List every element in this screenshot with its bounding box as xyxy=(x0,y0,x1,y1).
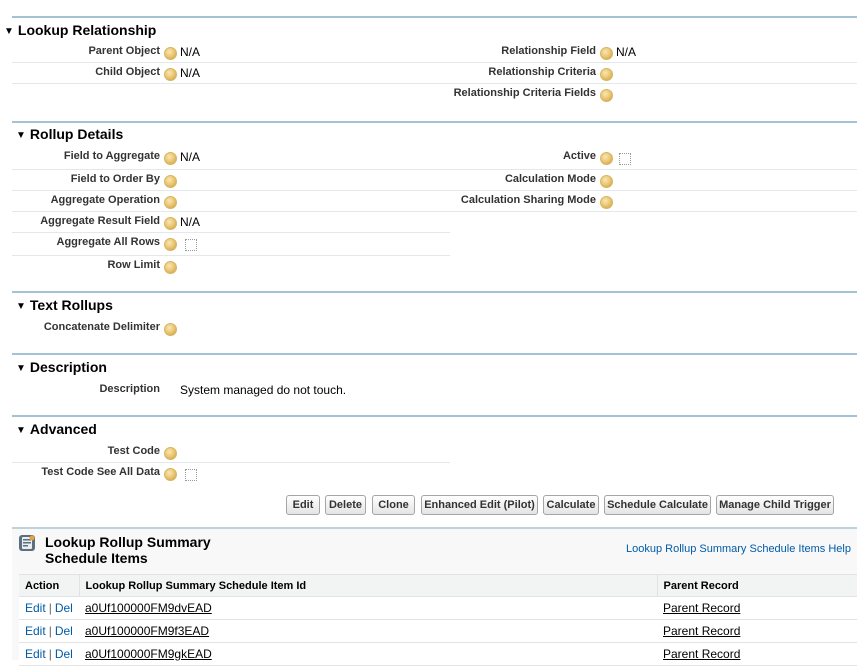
section-title: Lookup Relationship xyxy=(17,22,157,38)
column-header-item-id[interactable]: Lookup Rollup Summary Schedule Item Id xyxy=(79,575,657,597)
collapse-triangle-icon[interactable]: ▼ xyxy=(4,26,14,37)
action-separator: | xyxy=(48,647,52,661)
field-value: N/A xyxy=(180,215,201,229)
help-icon[interactable] xyxy=(600,89,613,102)
field-label: Calculation Mode xyxy=(504,173,596,185)
row-del-link[interactable]: Del xyxy=(54,647,73,661)
field-value: N/A xyxy=(180,150,201,164)
item-id-link[interactable]: a0Uf100000FM9gkEAD xyxy=(85,647,212,661)
related-list-title: Lookup Rollup Summary Schedule Items xyxy=(45,534,211,566)
help-icon[interactable] xyxy=(164,217,177,230)
row-del-link[interactable]: Del xyxy=(54,601,73,615)
delete-button[interactable]: Delete xyxy=(325,495,366,515)
field-label: Field to Order By xyxy=(70,173,160,185)
field-label: Aggregate Operation xyxy=(50,194,160,206)
active-checkbox xyxy=(619,153,631,165)
help-icon[interactable] xyxy=(600,152,613,165)
collapse-triangle-icon[interactable]: ▼ xyxy=(16,130,26,141)
field-row-aggregate-result-field xyxy=(12,212,450,233)
field-label: Field to Aggregate xyxy=(63,150,160,162)
help-icon[interactable] xyxy=(600,68,613,81)
section-header-text-rollups[interactable] xyxy=(16,297,113,313)
help-icon[interactable] xyxy=(164,323,177,336)
field-row-row-limit xyxy=(12,256,450,277)
collapse-triangle-icon[interactable]: ▼ xyxy=(16,425,26,436)
parent-record-link[interactable]: Parent Record xyxy=(663,647,741,661)
field-row-child-object xyxy=(12,63,450,84)
help-icon[interactable] xyxy=(164,68,177,81)
field-value: N/A xyxy=(616,45,637,59)
field-row-active xyxy=(450,147,857,170)
row-edit-link[interactable]: Edit xyxy=(25,647,46,661)
help-icon[interactable] xyxy=(164,175,177,188)
aggregate-all-rows-checkbox xyxy=(185,239,197,251)
row-edit-link[interactable]: Edit xyxy=(25,624,46,638)
action-cell xyxy=(19,597,79,620)
field-label: Row Limit xyxy=(107,259,160,271)
section-divider xyxy=(12,121,857,123)
enhanced-edit-button[interactable]: Enhanced Edit (Pilot) xyxy=(421,495,538,515)
row-del-link[interactable]: Del xyxy=(54,624,73,638)
field-row-test-code xyxy=(12,442,450,463)
help-icon[interactable] xyxy=(600,47,613,60)
clone-button[interactable]: Clone xyxy=(372,495,415,515)
field-row-test-code-see-all-data xyxy=(12,463,450,484)
field-row-relationship-criteria-fields xyxy=(450,84,857,105)
edit-button[interactable]: Edit xyxy=(286,495,320,515)
section-title: Rollup Details xyxy=(29,126,124,142)
action-separator: | xyxy=(48,601,52,615)
table-row xyxy=(19,620,857,643)
section-header-lookup-relationship[interactable] xyxy=(4,22,156,38)
parent-record-link[interactable]: Parent Record xyxy=(663,601,741,615)
action-cell xyxy=(19,643,79,666)
collapse-triangle-icon[interactable]: ▼ xyxy=(16,363,26,374)
related-list-schedule-items xyxy=(12,527,857,660)
table-row xyxy=(19,643,857,666)
column-header-parent-record[interactable]: Parent Record xyxy=(657,575,857,597)
manage-child-trigger-button[interactable]: Manage Child Trigger xyxy=(716,495,834,515)
help-icon[interactable] xyxy=(600,175,613,188)
field-label: Relationship Criteria xyxy=(488,66,596,78)
field-label: Concatenate Delimiter xyxy=(43,321,160,333)
column-header-action: Action xyxy=(19,575,79,597)
field-row-concatenate-delimiter xyxy=(12,318,450,339)
schedule-calculate-button[interactable]: Schedule Calculate xyxy=(604,495,711,515)
row-edit-link[interactable]: Edit xyxy=(25,601,46,615)
field-label: Relationship Criteria Fields xyxy=(453,87,596,99)
related-list-help-link[interactable]: Lookup Rollup Summary Schedule Items Help xyxy=(625,543,851,555)
field-label: Test Code xyxy=(107,445,160,457)
schedule-items-table xyxy=(19,574,857,666)
help-icon[interactable] xyxy=(164,238,177,251)
help-icon[interactable] xyxy=(164,447,177,460)
section-title: Advanced xyxy=(29,421,97,437)
section-divider xyxy=(12,291,857,293)
field-label: Aggregate All Rows xyxy=(56,236,160,248)
help-icon[interactable] xyxy=(164,196,177,209)
field-label: Test Code See All Data xyxy=(41,466,160,478)
help-icon[interactable] xyxy=(164,152,177,165)
table-row xyxy=(19,597,857,620)
collapse-triangle-icon[interactable]: ▼ xyxy=(16,301,26,312)
related-list-object-icon xyxy=(18,534,36,552)
section-header-advanced[interactable] xyxy=(16,421,97,437)
section-header-rollup-details[interactable] xyxy=(16,126,123,142)
field-row-field-to-aggregate xyxy=(12,147,450,170)
field-label: Parent Object xyxy=(88,45,160,57)
help-icon[interactable] xyxy=(164,261,177,274)
test-code-see-all-data-checkbox xyxy=(185,469,197,481)
section-title: Text Rollups xyxy=(29,297,113,313)
field-label: Child Object xyxy=(95,66,160,78)
help-icon[interactable] xyxy=(600,196,613,209)
field-row-aggregate-all-rows xyxy=(12,233,450,256)
top-divider xyxy=(12,16,857,18)
action-separator: | xyxy=(48,624,52,638)
calculate-button[interactable]: Calculate xyxy=(543,495,599,515)
field-row-calculation-sharing-mode xyxy=(450,191,857,212)
help-icon[interactable] xyxy=(164,47,177,60)
table-header-row xyxy=(19,575,857,597)
field-label: Relationship Field xyxy=(501,45,596,57)
action-cell xyxy=(19,620,79,643)
item-id-link[interactable]: a0Uf100000FM9f3EAD xyxy=(85,624,210,638)
parent-record-link[interactable]: Parent Record xyxy=(663,624,741,638)
field-value: N/A xyxy=(180,66,201,80)
field-row-relationship-field xyxy=(450,42,857,63)
field-value: N/A xyxy=(180,45,201,59)
field-row-relationship-criteria xyxy=(450,63,857,84)
help-icon[interactable] xyxy=(164,468,177,481)
field-row-calculation-mode xyxy=(450,170,857,191)
field-label: Calculation Sharing Mode xyxy=(460,194,596,206)
field-row-parent-object xyxy=(12,42,450,63)
section-divider xyxy=(12,415,857,417)
field-label: Active xyxy=(562,150,596,162)
section-title: Description xyxy=(29,359,107,375)
field-row-aggregate-operation xyxy=(12,191,450,212)
section-header-description[interactable] xyxy=(16,359,107,375)
field-label: Aggregate Result Field xyxy=(40,215,160,227)
field-row-field-to-order-by xyxy=(12,170,450,191)
section-divider xyxy=(12,353,857,355)
field-label: Description xyxy=(99,383,160,395)
description-value: System managed do not touch. xyxy=(180,383,347,397)
item-id-link[interactable]: a0Uf100000FM9dvEAD xyxy=(85,601,212,615)
field-row-description xyxy=(12,380,857,401)
